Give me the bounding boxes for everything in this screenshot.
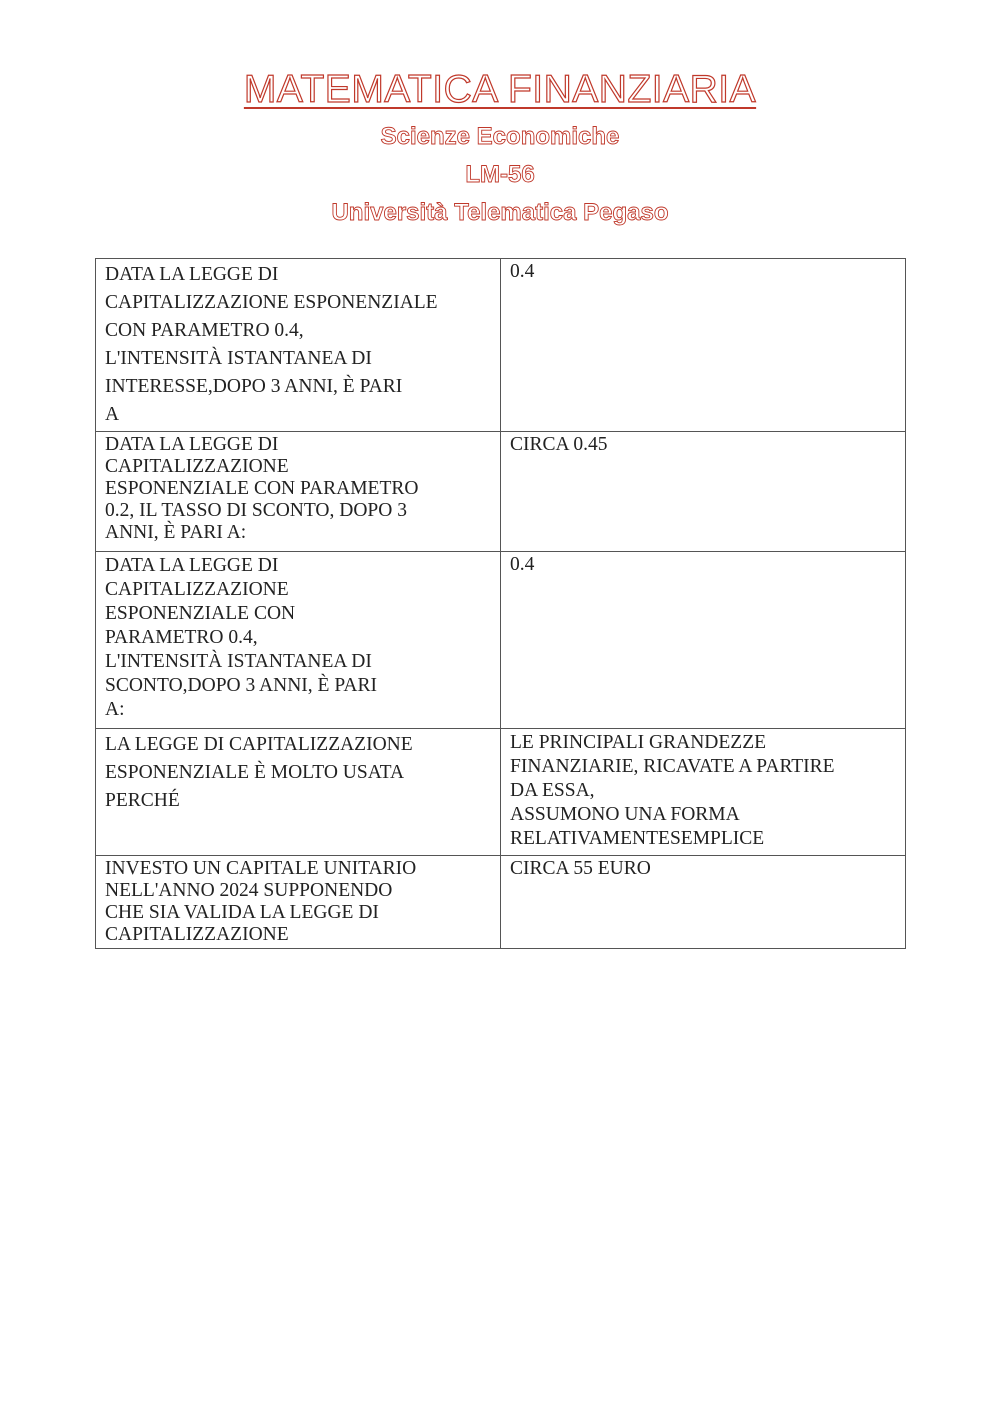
document-title: MATEMATICA FINANZIARIA [243,68,757,111]
question-cell [96,259,501,432]
answer-text: 0.4 [510,261,535,282]
question-cell [96,856,501,949]
table-row [96,259,906,432]
answer-cell [501,432,906,552]
answer-cell [501,729,906,856]
answer-cell [501,259,906,432]
question-text: DATA LA LEGGE DI CAPITALIZZAZIONE ESPONENZIALE CON PARAMETRO 0.4, L'INTENSITÀ ISTANTANEA DI INTERESSE,DOPO 3 ANNI, È PARI A [105,264,438,425]
question-cell [96,432,501,552]
document-header [0,62,1000,232]
table-row [96,552,906,729]
table-row [96,856,906,949]
question-text: LA LEGGE DI CAPITALIZZAZIONE ESPONENZIALE È MOLTO USATA PERCHÉ [105,734,413,811]
answer-text: CIRCA 55 EURO [510,858,651,879]
university-name: Università Telematica Pegaso [331,199,669,226]
answer-text: 0.4 [510,554,535,575]
question-cell [96,729,501,856]
table-row [96,432,906,552]
course-code: LM-56 [465,161,535,188]
question-cell [96,552,501,729]
answer-text: CIRCA 0.45 [510,434,608,455]
answer-cell [501,856,906,949]
question-text: DATA LA LEGGE DI CAPITALIZZAZIONE ESPONENZIALE CON PARAMETRO 0.4, L'INTENSITÀ ISTANTANEA DI SCONTO,DOPO 3 ANNI, È PARI A: [105,555,377,720]
question-answer-table [95,258,906,949]
question-text: DATA LA LEGGE DI CAPITALIZZAZIONE ESPONENZIALE CON PARAMETRO 0.2, IL TASSO DI SCONTO, DOPO 3 ANNI, È PARI A: [105,434,419,543]
answer-text: LE PRINCIPALI GRANDEZZE FINANZIARIE, RICAVATE A PARTIRE DA ESSA, ASSUMONO UNA FORMA RELATIVAMENTESEMPLICE [510,732,835,849]
answer-cell [501,552,906,729]
table-row [96,729,906,856]
course-subtitle: Scienze Economiche [380,123,620,150]
question-text: INVESTO UN CAPITALE UNITARIO NELL'ANNO 2024 SUPPONENDO CHE SIA VALIDA LA LEGGE DI CAPITALIZZAZIONE [105,858,417,945]
